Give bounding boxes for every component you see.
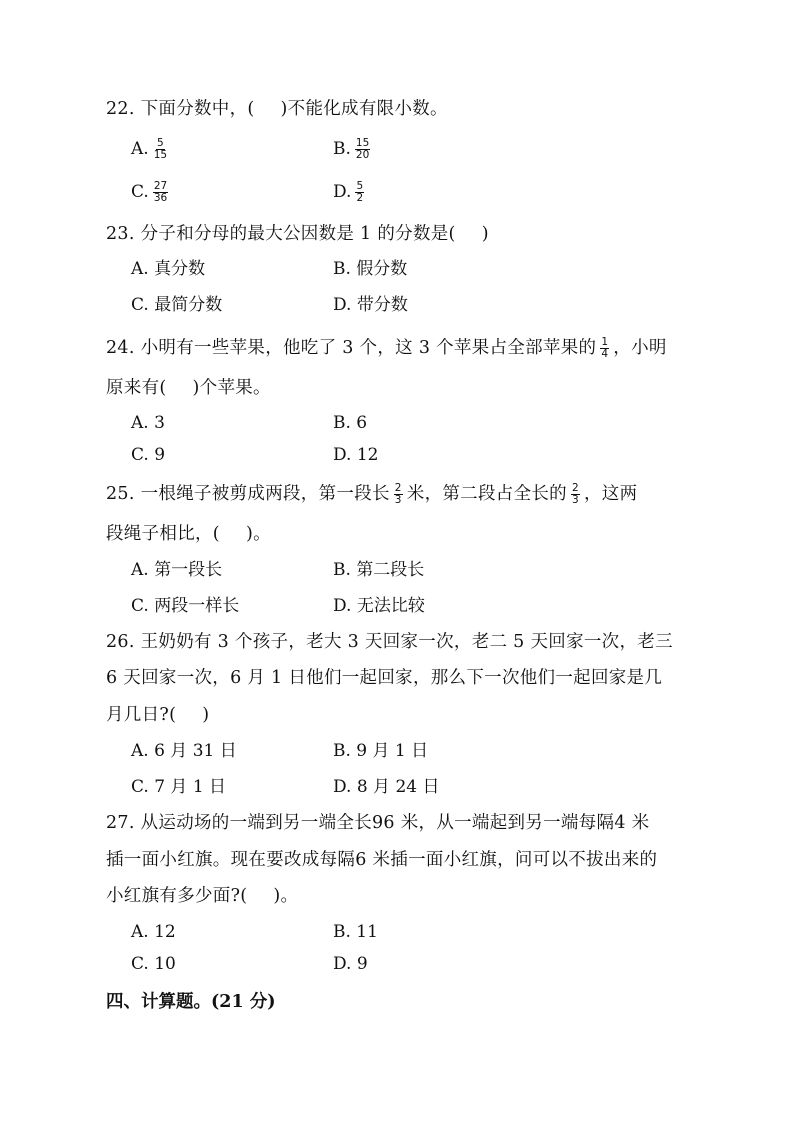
question-24-stem-line1: 24. 小明有一些苹果，他吃了 3 个，这 3 个苹果占全部苹果的 $\frac{1}{4}$ ，小明 <box>106 336 667 360</box>
q26-option-c[interactable]: C. 7 月 1 日 <box>131 777 227 797</box>
q27-option-d[interactable]: D. 9 <box>333 954 368 974</box>
q23-option-c[interactable]: C. 最简分数 <box>131 295 223 315</box>
question-25-stem-line1: 25. 一根绳子被剪成两段，第一段长 $\frac{2}{3}$ 米，第二段占全长的 $\frac{2}{3}$ ，这两 <box>106 482 638 506</box>
q23-option-b[interactable]: B. 假分数 <box>333 259 408 279</box>
question-25-stem-line2: 段绳子相比，( )。 <box>106 524 271 544</box>
q24-option-b[interactable]: B. 6 <box>333 413 368 433</box>
q22-option-c[interactable]: C. $\frac{27}{36}$ <box>131 180 168 204</box>
q26-option-b[interactable]: B. 9 月 1 日 <box>333 741 429 761</box>
q25-option-c[interactable]: C. 两段一样长 <box>131 596 240 616</box>
fraction: $\frac{5}{2}$ <box>356 180 364 204</box>
q26-option-d[interactable]: D. 8 月 24 日 <box>333 777 440 797</box>
q22-option-b[interactable]: B. $\frac{15}{20}$ <box>333 137 370 161</box>
q22-option-a[interactable]: A. $\frac{5}{15}$ <box>131 137 168 161</box>
fraction: $\frac{15}{20}$ <box>355 137 370 161</box>
question-26-stem-line3: 月几日?( ) <box>106 705 210 725</box>
q24-option-a[interactable]: A. 3 <box>131 413 165 433</box>
question-22-stem: 22. 下面分数中，( )不能化成有限小数。 <box>106 99 448 119</box>
q27-option-a[interactable]: A. 12 <box>131 922 176 942</box>
fraction: $\frac{5}{15}$ <box>153 137 168 161</box>
q25-option-b[interactable]: B. 第二段长 <box>333 560 425 580</box>
fraction: $\frac{27}{36}$ <box>153 180 168 204</box>
q27-option-b[interactable]: B. 11 <box>333 922 378 942</box>
question-26-stem-line2: 6 天回家一次，6 月 1 日他们一起回家，那么下一次他们一起回家是几 <box>106 668 663 688</box>
question-27-stem-line2: 插一面小红旗。现在要改成每隔6 米插一面小红旗，问可以不拔出来的 <box>106 850 658 870</box>
fraction: $\frac{2}{3}$ <box>394 482 402 506</box>
q24-option-c[interactable]: C. 9 <box>131 445 166 465</box>
question-27-stem-line1: 27. 从运动场的一端到另一端全长96 米，从一端起到另一端每隔4 米 <box>106 813 650 833</box>
fraction: $\frac{1}{4}$ <box>601 336 609 360</box>
fraction: $\frac{2}{3}$ <box>571 482 579 506</box>
question-23-stem: 23. 分子和分母的最大公因数是 1 的分数是( ) <box>106 224 489 244</box>
q27-option-c[interactable]: C. 10 <box>131 954 176 974</box>
q26-option-a[interactable]: A. 6 月 31 日 <box>131 741 237 761</box>
q24-option-d[interactable]: D. 12 <box>333 445 379 465</box>
question-24-stem-line2: 原来有( )个苹果。 <box>106 378 271 398</box>
question-26-stem-line1: 26. 王奶奶有 3 个孩子，老大 3 天回家一次，老二 5 天回家一次，老三 <box>106 632 673 652</box>
q25-option-d[interactable]: D. 无法比较 <box>333 596 425 616</box>
q23-option-d[interactable]: D. 带分数 <box>333 295 408 315</box>
question-27-stem-line3: 小红旗有多少面?( )。 <box>106 886 299 906</box>
q22-option-d[interactable]: D. $\frac{5}{2}$ <box>333 180 364 204</box>
section-4-heading: 四、计算题。(21 分) <box>106 992 276 1012</box>
q23-option-a[interactable]: A. 真分数 <box>131 259 206 279</box>
q25-option-a[interactable]: A. 第一段长 <box>131 560 223 580</box>
